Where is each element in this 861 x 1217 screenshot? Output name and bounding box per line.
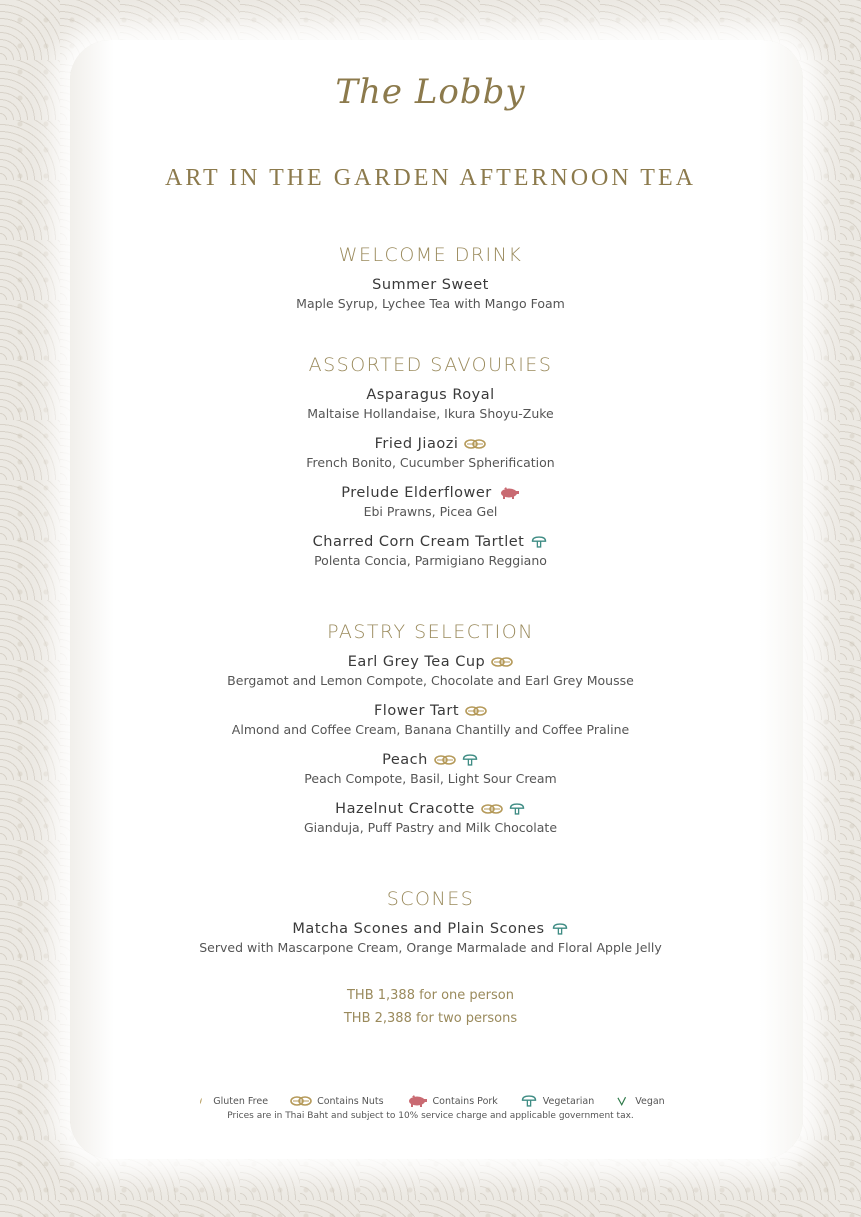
- menu-item: [0, 920, 861, 955]
- vegetarian-icon: [520, 1094, 538, 1108]
- menu-item-description: Maltaise Hollandaise, Ikura Shoyu-Zuke: [307, 406, 554, 421]
- menu-item-name: Flower Tart: [373, 703, 460, 719]
- logo: The Lobby: [335, 72, 526, 112]
- nuts-icon: [491, 654, 513, 670]
- menu-item-description: Polenta Concia, Parmigiano Reggiano: [314, 553, 547, 568]
- vegan-icon: [616, 1094, 630, 1108]
- menu-item-name: Asparagus Royal: [366, 387, 495, 403]
- dietary-icons: [434, 752, 479, 768]
- dietary-icons: [465, 703, 487, 719]
- pork-icon: [406, 1094, 428, 1108]
- legend-note: Prices are in Thai Baht and subject to 10% service charge and applicable government tax.: [227, 1111, 634, 1121]
- legend-item: [290, 1094, 383, 1108]
- menu-item: [0, 533, 861, 568]
- legend-label: Vegan: [635, 1095, 665, 1107]
- price-one-person: THB 1,388 for one person: [346, 988, 514, 1003]
- menu-item-name: Prelude Elderflower: [341, 485, 492, 501]
- menu-item-name-row: [372, 277, 489, 293]
- legend-label: Contains Pork: [432, 1095, 498, 1107]
- pork-icon: [498, 485, 520, 501]
- legend-item: [406, 1094, 498, 1108]
- legend-item: [196, 1094, 268, 1108]
- menu-section: [0, 621, 861, 849]
- vegetarian-icon: [530, 534, 548, 550]
- legend-label: Vegetarian: [542, 1095, 595, 1107]
- nuts-icon: [465, 703, 487, 719]
- menu-item-name-row: [348, 654, 513, 670]
- dietary-icons: [498, 485, 520, 501]
- section-title: WELCOME DRINK: [338, 244, 523, 266]
- price-two-persons: THB 2,388 for two persons: [343, 1011, 518, 1026]
- menu-section: [0, 354, 861, 582]
- menu-item-name: Earl Grey Tea Cup: [347, 654, 486, 670]
- dietary-icons: [491, 654, 513, 670]
- nuts-icon: [434, 752, 456, 768]
- menu-item-name-row: [374, 703, 487, 719]
- menu-item-name: Peach: [382, 752, 428, 768]
- menu-item: [0, 751, 861, 786]
- menu-item-description: Gianduja, Puff Pastry and Milk Chocolate: [303, 820, 558, 835]
- menu-item-description: Bergamot and Lemon Compote, Chocolate and Earl Grey Mousse: [227, 673, 634, 688]
- menu-section: [0, 244, 861, 325]
- vegetarian-icon: [551, 921, 569, 937]
- nuts-icon: [464, 436, 486, 452]
- legend-label: Gluten Free: [213, 1095, 269, 1107]
- menu-item-name-row: [341, 485, 520, 501]
- dietary-icons: [530, 534, 548, 550]
- menu-item: [0, 800, 861, 835]
- menu-item-name: Charred Corn Cream Tartlet: [312, 534, 525, 550]
- dietary-icons: [551, 921, 569, 937]
- menu-item-name-row: [335, 801, 526, 817]
- menu-item-description: Served with Mascarpone Cream, Orange Marmalade and Floral Apple Jelly: [199, 940, 662, 955]
- menu-item-name-row: [313, 534, 549, 550]
- page-title: ART IN THE GARDEN AFTERNOON TEA: [165, 165, 696, 191]
- menu-item-name: Matcha Scones and Plain Scones: [292, 921, 545, 937]
- dietary-icons: [464, 436, 486, 452]
- dietary-icons: [481, 801, 526, 817]
- menu-item: [0, 653, 861, 688]
- menu-item-description: Peach Compote, Basil, Light Sour Cream: [304, 771, 557, 786]
- legend-item: [520, 1094, 594, 1108]
- section-title: PASTRY SELECTION: [327, 621, 534, 643]
- menu-item-name-row: [292, 921, 568, 937]
- menu-item-name-row: [382, 752, 479, 768]
- menu-item: [0, 484, 861, 519]
- menu-item-description: French Bonito, Cucumber Spherification: [306, 455, 555, 470]
- menu-item-description: Ebi Prawns, Picea Gel: [363, 504, 498, 519]
- menu-item-name: Fried Jiaozi: [374, 436, 459, 452]
- legend: [0, 1094, 861, 1121]
- vegetarian-icon: [508, 801, 526, 817]
- menu-item-description: Almond and Coffee Cream, Banana Chantilly and Coffee Praline: [231, 722, 630, 737]
- legend-item: [616, 1094, 664, 1108]
- nuts-icon: [481, 801, 503, 817]
- menu-item: [0, 702, 861, 737]
- vegetarian-icon: [461, 752, 479, 768]
- menu-item-description: Maple Syrup, Lychee Tea with Mango Foam: [296, 296, 565, 311]
- legend-label: Contains Nuts: [317, 1095, 384, 1107]
- menu-item-name: Hazelnut Cracotte: [335, 801, 475, 817]
- menu-item: [0, 386, 861, 421]
- menu-item: [0, 435, 861, 470]
- menu-item-name: Summer Sweet: [372, 277, 489, 293]
- nuts-icon: [290, 1094, 312, 1108]
- gluten-free-icon: [196, 1094, 208, 1108]
- menu-item: [0, 276, 861, 311]
- section-title: ASSORTED SAVOURIES: [308, 354, 553, 376]
- menu-item-name-row: [375, 436, 487, 452]
- menu-section: [0, 888, 861, 969]
- section-title: SCONES: [386, 888, 475, 910]
- menu-item-name-row: [366, 387, 494, 403]
